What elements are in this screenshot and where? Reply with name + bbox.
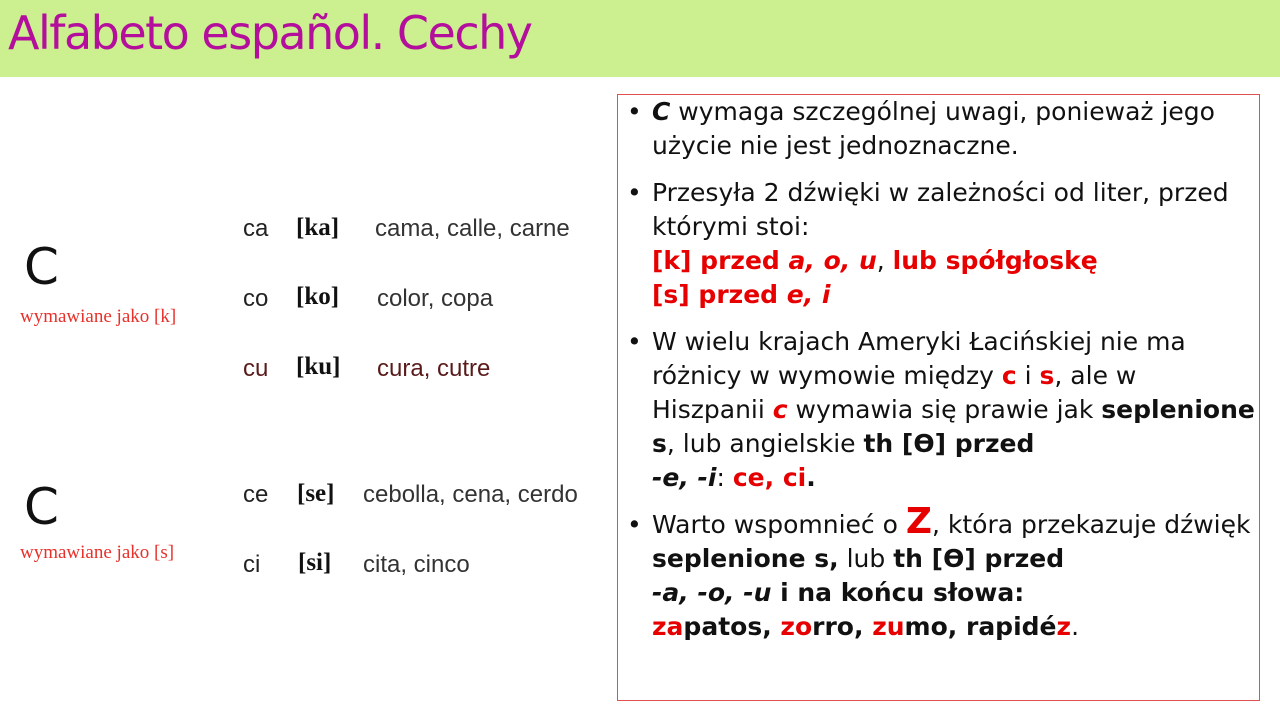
word-zumo-rest: mo	[904, 612, 948, 641]
bullet-dot: •	[627, 97, 642, 126]
ipa-ka: [ka]	[296, 214, 340, 241]
letter-c-hard: C	[24, 238, 59, 296]
ipa-ko: [ko]	[296, 283, 340, 310]
syllable-ca: ca	[243, 215, 269, 242]
bullet-latin-america	[627, 325, 1257, 495]
bullet-text: i	[1016, 361, 1040, 390]
bullet-dot: •	[627, 178, 642, 207]
examples-cu: cura, cutre	[377, 355, 491, 382]
separator: ,	[762, 612, 781, 641]
bullet-text: wymaga szczególnej uwagi, ponieważ jego użycie nie jest jednoznaczne.	[652, 97, 1215, 160]
bullet-text: wymawia się prawie jak	[787, 395, 1102, 424]
separator: ,	[853, 612, 873, 641]
word-zapatos-rest: patos	[683, 612, 763, 641]
examples-ce: cebolla, cena, cerdo	[363, 481, 578, 508]
vowels-e-i: -e, -i	[652, 463, 717, 492]
lisp-term: seplenione s	[652, 395, 1255, 458]
letter-s-red: s	[1039, 361, 1055, 390]
bullet-text: :	[716, 463, 733, 492]
word-zapatos-prefix: za	[652, 612, 684, 641]
examples-co: color, copa	[377, 285, 494, 312]
syllables-ce-ci: ce, ci	[732, 463, 807, 492]
bullet-list	[627, 95, 1257, 657]
bullet-dot: •	[627, 327, 642, 356]
rule-k-consonant: lub spółgłoskę	[892, 246, 1098, 275]
th-term: th [Ɵ] przed	[863, 429, 1035, 458]
ipa-ku: [ku]	[296, 353, 341, 380]
bullet-letter-z	[627, 501, 1257, 644]
syllable-ce: ce	[243, 481, 269, 508]
examples-ci: cita, cinco	[363, 551, 470, 578]
bullet-dot: •	[627, 510, 642, 539]
slide-title: Alfabeto español. Cechy	[8, 6, 532, 60]
bullet-text: .	[1071, 612, 1080, 641]
word-rapidez-start: rapidé	[965, 612, 1057, 641]
bullet-text: .	[806, 463, 816, 492]
bullet-text: , która przekazuje dźwięk	[931, 510, 1251, 539]
bullet-text: lub	[838, 544, 894, 573]
ipa-si: [si]	[298, 549, 332, 576]
bullet-text: Przesyła 2 dźwięki w zależności od liter, przed którymi stoi:	[652, 178, 1229, 241]
syllable-ci: ci	[243, 551, 261, 578]
lisp-term: seplenione s,	[652, 544, 839, 573]
bullet-c-attention	[627, 95, 1257, 163]
rule-k-label: [k] przed	[652, 246, 789, 275]
examples-ca: cama, calle, carne	[375, 215, 570, 242]
vowels-a-o-u: -a, -o, -u	[652, 578, 772, 607]
letter-c-soft: C	[24, 478, 59, 536]
rule-s-label: [s] przed	[652, 280, 787, 309]
rule-s-vowels: e, i	[786, 280, 831, 309]
bullet-text: W wielu krajach Ameryki Łacińskiej nie ma różnicy w wymowie między	[652, 327, 1186, 390]
word-zorro-rest: rro	[812, 612, 854, 641]
syllable-co: co	[243, 285, 269, 312]
word-rapidez-z: z	[1056, 612, 1072, 641]
pronunciation-note-s: wymawiane jako [s]	[20, 542, 175, 563]
letter-c-red: c	[1001, 361, 1017, 390]
ipa-se: [se]	[297, 480, 335, 507]
syllable-cu: cu	[243, 355, 269, 382]
bullet-text: Warto wspomnieć o	[652, 510, 906, 539]
title-bar	[0, 0, 1280, 77]
rule-k-comma: ,	[876, 246, 893, 275]
letter-z-big: Z	[905, 501, 932, 542]
bullet-text: , lub angielskie	[666, 429, 864, 458]
letter-c-italic: C	[652, 97, 671, 126]
th-term: th [Ɵ] przed	[893, 544, 1065, 573]
end-of-word-text: i na końcu słowa:	[771, 578, 1025, 607]
rule-k-vowels: a, o, u	[788, 246, 877, 275]
separator: ,	[947, 612, 966, 641]
bullet-two-sounds	[627, 176, 1257, 312]
pronunciation-note-k: wymawiane jako [k]	[20, 306, 177, 327]
word-zorro-prefix: zo	[780, 612, 813, 641]
letter-c-red-italic: c	[772, 395, 788, 424]
bullet-text: , ale w Hiszpanii	[652, 361, 1137, 424]
word-zumo-prefix: zu	[872, 612, 905, 641]
